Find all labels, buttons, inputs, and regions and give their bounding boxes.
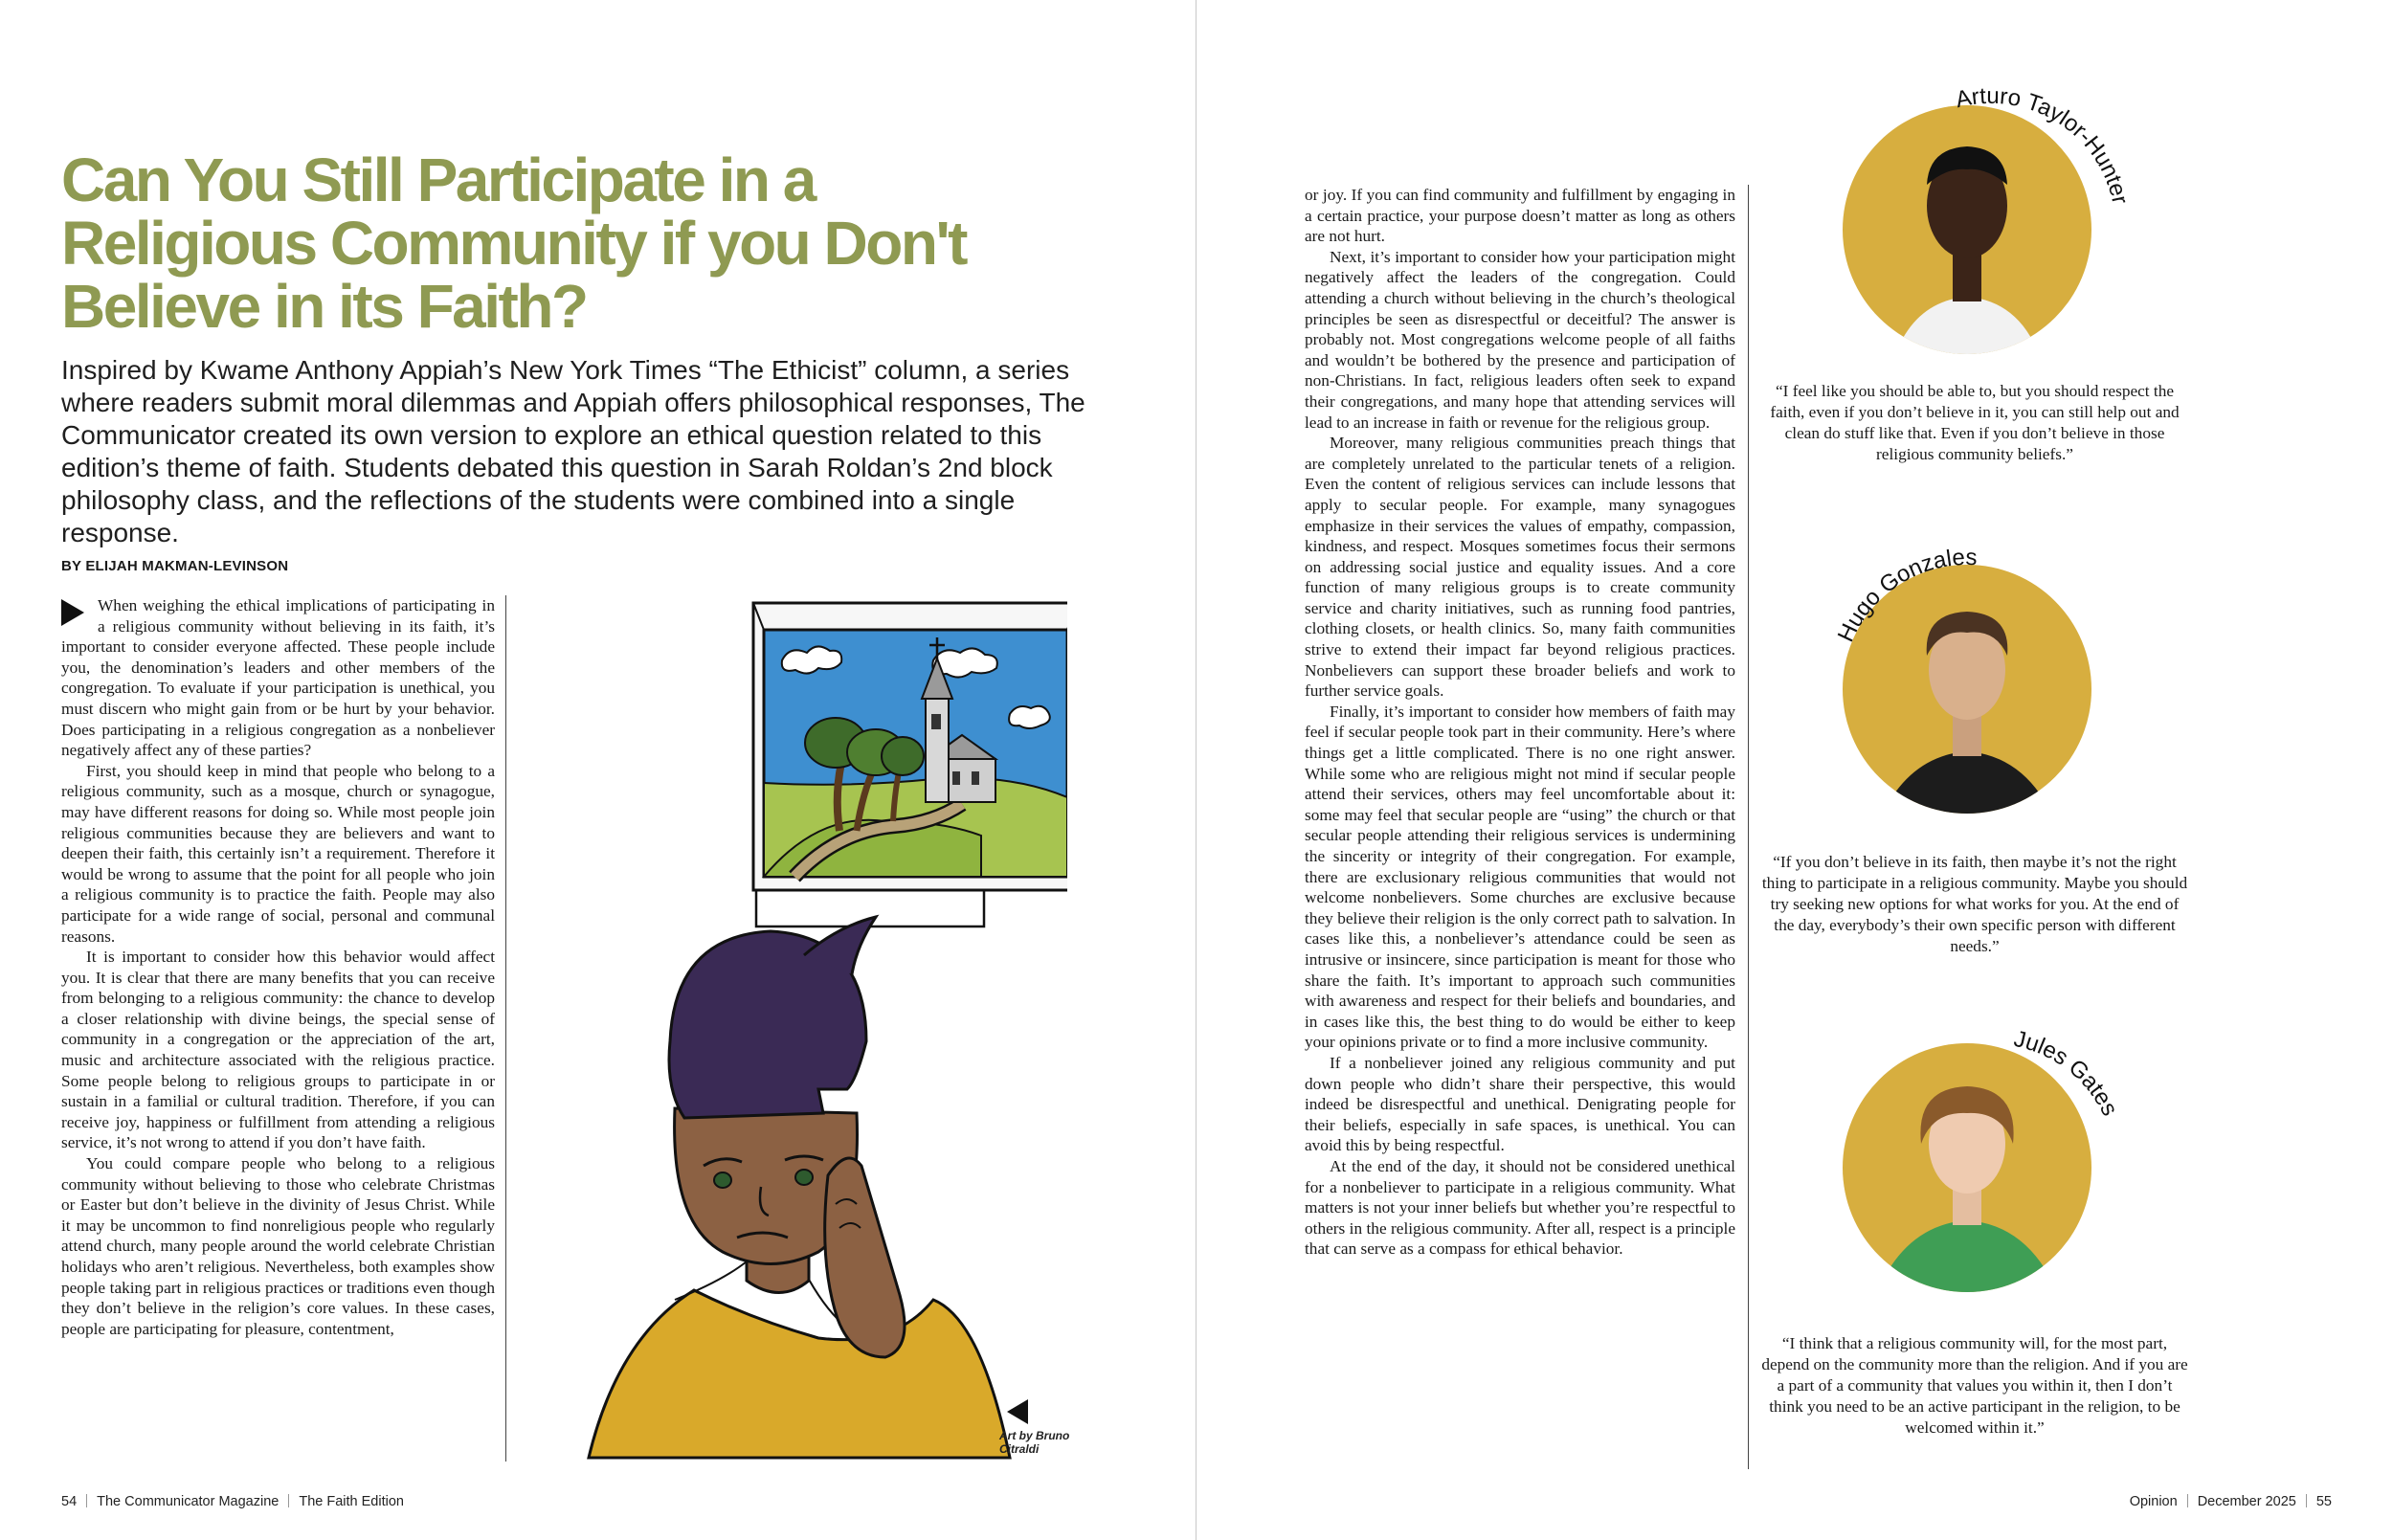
- student-name-label: Hugo Gonzales: [1832, 544, 1978, 646]
- student-name-label: Arturo Taylor-Hunter: [1953, 82, 2134, 207]
- publication-name: The Communicator Magazine: [97, 1494, 280, 1509]
- paragraph: Next, it’s important to consider how your participation might negatively affect the leaders of the congregation. Could attending a church without believing in the church’s theological principles be seen as disrespectful or deceitful? The answer is probably not. Most congregations welcome people of all faiths and wouldn’t be bothered by the presence and participation of non-Christians. In fact, religious leaders often seek to expand their congregations, and many hope that attending services will lead to an increase in faith or revenue for the religious group.: [1305, 247, 1735, 432]
- student-quote: “I think that a religious community will, for the most part, depend on the community more than the religion. And if you are a part of a community that values you within it, then I don’t think you need to be an active participant in the religion, to be welcomed within it.”: [1761, 1334, 2188, 1437]
- student-portrait-arturo: [1823, 62, 2149, 388]
- student-quote: “I feel like you should be able to, but you should respect the faith, even if you don’t believe in it, you can still help out and clean do stuff like that. Even if you don’t believe in those religious community beliefs.”: [1770, 382, 2180, 463]
- paragraph: Finally, it’s important to consider how members of faith may feel if secular people took part in their community. Here’s where things get a little complicated. There is no one right answer. While some who are religious might not mind if secular people attend their services, others may feel uncomfortable about it: some may feel that secular people are “using” the church or that secular people attending their religious services is undermining the sincerity or integrity of their congregation. For example, there are exclusionary religious communities that would not welcome nonbelievers. Some churches are exclusive because they believe their religion is the only correct path to salvation. In cases like this, a nonbeliever’s attendance could be seen as intrusive or insincere, since participation is meant for those who share the faith. It’s important to approach such communities with awareness and respect for their beliefs and boundaries, and in cases like this, the best thing to do would be either to keep your opinions private or to find a more inclusive community.: [1305, 702, 1735, 1052]
- art-credit: Art by Bruno Citraldi: [999, 1429, 1070, 1456]
- page-number: 55: [2315, 1494, 2332, 1509]
- dek: Inspired by Kwame Anthony Appiah’s New York Times “The Ethicist” column, a series where readers submit moral dilemmas and Appiah offers philosophical responses, The Communicator created its own version to explore an ethical question related to this edition’s theme of faith. Students debated this question in Sarah Roldan’s 2nd block philosophy class, and the reflections of the students were combined into a single response.: [61, 355, 1085, 547]
- folio-right: [2130, 1494, 2332, 1509]
- section-name: Opinion: [2129, 1494, 2178, 1509]
- paragraph: You could compare people who belong to a religious community without believing to those who celebrate Christmas or Easter but don’t believe in the divinity of Jesus Christ. While it may be uncommon to find nonreligious people who regularly attend church, many people around the world celebrate Christian holidays who aren’t religious. Nevertheless, both examples show people taking part in religious practices or traditions even though they don’t believe in the religion’s core values. In these cases, people are participating for pleasure, contentment,: [61, 1154, 495, 1338]
- column-rule: [1748, 185, 1749, 1469]
- headline: Can You Still Participate in a Religious Community if you Don't Believe in its Faith?: [61, 145, 966, 341]
- story-start-arrow-icon: [61, 599, 84, 626]
- paragraph: or joy. If you can find community and fulfillment by engaging in a certain practice, your purpose doesn’t matter as long as others are not hurt.: [1305, 186, 1735, 246]
- article-column-1: [61, 595, 495, 1462]
- church-painting: [753, 603, 1067, 926]
- edition-name: The Faith Edition: [299, 1494, 404, 1509]
- folio-left: [61, 1494, 404, 1509]
- paragraph: If a nonbeliever joined any religious community and put down people who didn’t share their perspective, this would indeed be disrespectful and unethical. Denigrating people for their beliefs, especially in safe spaces, is unethical. You can avoid this by being respectful.: [1305, 1053, 1735, 1155]
- paragraph: At the end of the day, it should not be considered unethical for a nonbeliever to participate in a religious community. What matters is not your inner beliefs but whether you’re respectful to others in the religious community. After all, respect is a principle that can serve as a compass for ethical behavior.: [1305, 1156, 1735, 1259]
- column-rule: [505, 595, 506, 1462]
- paragraph: Moreover, many religious communities preach things that are completely unrelated to the particular tenets of a religion. Even the content of religious services can include lessons that apply to secular people. For example, many synagogues emphasize in their services the values of empathy, compassion, kindness, and respect. Mosques sometimes focus their sermons on addressing social justice and equality issues. And a core function of many religious groups is to create community service and charity initiatives, such as running food pantries, clothing closets, or health clinics. So, many faith communities strive to extend their impact far beyond religious practices. Nonbelievers can support these broader beliefs and work to further service goals.: [1305, 434, 1735, 701]
- art-credit-arrow-icon: [1007, 1399, 1028, 1424]
- student-quote: “If you don’t believe in its faith, then maybe it’s not the right thing to participate in a religious community. Maybe you should try seeking new options for what works for you. At the end of the day, everybody’s their own specific person with different needs.”: [1761, 853, 2188, 955]
- illustration: [531, 591, 1067, 1467]
- student-portrait-hugo: [1823, 522, 2149, 847]
- issue-date: December 2025: [2197, 1494, 2296, 1509]
- article-column-2: [1305, 185, 1735, 1469]
- student-portrait-jules: [1823, 1000, 2149, 1326]
- page-number: 54: [61, 1494, 78, 1509]
- paragraph: When weighing the ethical implications of participating in a religious community without believing in its faith, it’s important to consider everyone affected. These people include you, the denomination’s leaders and other members of the congregation. To evaluate if your participation is unethical, you must discern who might gain from or be hurt by your behavior. Does participating in a religious congregation as a nonbeliever negatively affect any of these parties?: [61, 596, 495, 760]
- thinking-person-drawing: [589, 917, 1010, 1458]
- student-name-label: Jules Gates: [2011, 1025, 2123, 1121]
- byline: BY ELIJAH MAKMAN-LEVINSON: [61, 558, 289, 574]
- paragraph: First, you should keep in mind that people who belong to a religious community, such as a mosque, church or synagogue, may have different reasons for doing so. While most people join religious communities because they are believers and want to deepen their faith, this certainly isn’t a requirement. Therefore it would be wrong to assume that the point for all people who join a religious community is to practice the faith. People may also participate for a wide range of social, personal and communal reasons.: [61, 761, 495, 946]
- paragraph: It is important to consider how this behavior would affect you. It is clear that there are many benefits that you can receive from belonging to a religious community: the chance to develop a closer relationship with divine beings, the special sense of community in a congregation or the appreciation of the art, music and architecture associated with the religious practice. Some people belong to religious groups to participate in or sustain in a familial or cultural tradition. Therefore, if you can receive joy, happiness or fulfillment from attending a religious service, it’s not wrong to attend if you don’t have faith.: [61, 948, 495, 1152]
